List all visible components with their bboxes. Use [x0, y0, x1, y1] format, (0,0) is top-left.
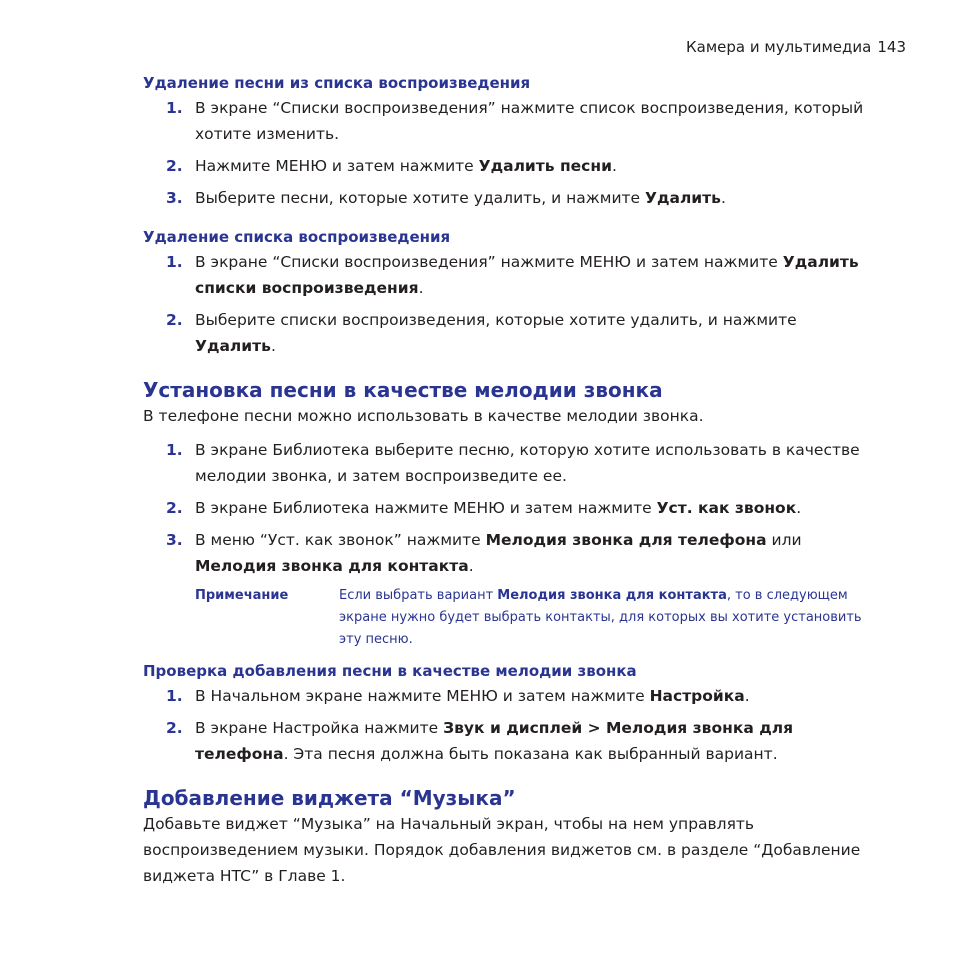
step-number: 2.	[166, 719, 183, 737]
section-heading-delete-song: Удаление песни из списка воспроизведения	[143, 74, 531, 92]
section-heading-ringtone: Установка песни в качестве мелодии звонка	[143, 378, 663, 402]
step-text: или	[766, 531, 802, 549]
note-label: Примечание	[195, 588, 289, 603]
step-text: .	[796, 499, 802, 517]
step-number: 1.	[166, 253, 183, 271]
list-item	[143, 95, 873, 147]
step-number: 1.	[166, 687, 183, 705]
list-item	[143, 715, 873, 767]
step-text: В экране “Списки воспроизведения” нажмите список воспроизведения, который хотите изменить.	[195, 99, 864, 143]
chapter-title: Камера и мультимедиа	[686, 38, 872, 56]
page-content	[143, 72, 873, 889]
step-text: . Эта песня должна быть показана как выбранный вариант.	[283, 745, 778, 763]
step-text: Нажмите МЕНЮ и затем нажмите	[195, 157, 479, 175]
step-number: 2.	[166, 311, 183, 329]
step-command: Настройка	[649, 687, 745, 705]
step-text: В экране Библиотека выберите песню, которую хотите использовать в качестве мелодии звонка, и затем воспроизведите ее.	[195, 441, 860, 485]
list-item	[143, 153, 873, 179]
note-block	[143, 585, 873, 651]
step-number: 3.	[166, 189, 183, 207]
note-text: Если выбрать вариант	[339, 588, 498, 603]
list-item	[143, 249, 873, 301]
note-text: , то в следующем экране нужно будет выбрать контакты, для которых вы хотите установить эту песню.	[339, 588, 862, 647]
step-number: 1.	[166, 441, 183, 459]
step-text: .	[418, 279, 424, 297]
list-item	[143, 437, 873, 489]
steps-ringtone	[143, 437, 873, 579]
step-text: .	[468, 557, 474, 575]
step-text: В Начальном экране нажмите МЕНЮ и затем нажмите	[195, 687, 650, 705]
section-intro: В телефоне песни можно использовать в качестве мелодии звонка.	[143, 407, 704, 425]
step-number: 2.	[166, 499, 183, 517]
note-command: Мелодия звонка для контакта	[497, 588, 727, 603]
steps-delete-playlist	[143, 249, 873, 359]
step-number: 3.	[166, 531, 183, 549]
list-item	[143, 683, 873, 709]
step-number: 1.	[166, 99, 183, 117]
step-command: Удалить	[645, 189, 721, 207]
step-text: В меню “Уст. как звонок” нажмите	[195, 531, 486, 549]
page-header	[686, 38, 906, 56]
step-command: Звук и дисплей > Мелодия звонка для телефона	[195, 719, 794, 763]
step-text: .	[744, 687, 750, 705]
step-text: .	[270, 337, 276, 355]
step-text: В экране Библиотека нажмите МЕНЮ и затем нажмите	[195, 499, 657, 517]
section-heading-check-ringtone: Проверка добавления песни в качестве мелодии звонка	[143, 662, 637, 680]
step-command: Мелодия звонка для телефона	[485, 531, 767, 549]
step-text: В экране Настройка нажмите	[195, 719, 444, 737]
list-item	[143, 307, 873, 359]
step-command: Удалить	[195, 337, 271, 355]
step-command: Удалить списки воспроизведения	[195, 253, 859, 297]
step-text: .	[720, 189, 726, 207]
list-item	[143, 495, 873, 521]
page-number: 143	[877, 38, 906, 56]
steps-check-ringtone	[143, 683, 873, 767]
step-command: Уст. как звонок	[656, 499, 797, 517]
step-number: 2.	[166, 157, 183, 175]
list-item	[143, 185, 873, 211]
step-command: Мелодия звонка для контакта	[195, 557, 469, 575]
steps-delete-song	[143, 95, 873, 211]
section-heading-music-widget: Добавление виджета “Музыка”	[143, 786, 516, 810]
section-heading-delete-playlist: Удаление списка воспроизведения	[143, 228, 451, 246]
step-text: В экране “Списки воспроизведения” нажмите МЕНЮ и затем нажмите	[195, 253, 783, 271]
step-text: Выберите списки воспроизведения, которые хотите удалить, и нажмите	[195, 311, 797, 329]
step-text: .	[611, 157, 617, 175]
step-text: Выберите песни, которые хотите удалить, и нажмите	[195, 189, 646, 207]
step-command: Удалить песни	[478, 157, 612, 175]
section-body: Добавьте виджет “Музыка” на Начальный экран, чтобы на нем управлять воспроизведением музыки. Порядок добавления виджетов см. в разделе “Добавление виджета HTC” в Главе 1.	[143, 815, 861, 885]
list-item	[143, 527, 873, 579]
